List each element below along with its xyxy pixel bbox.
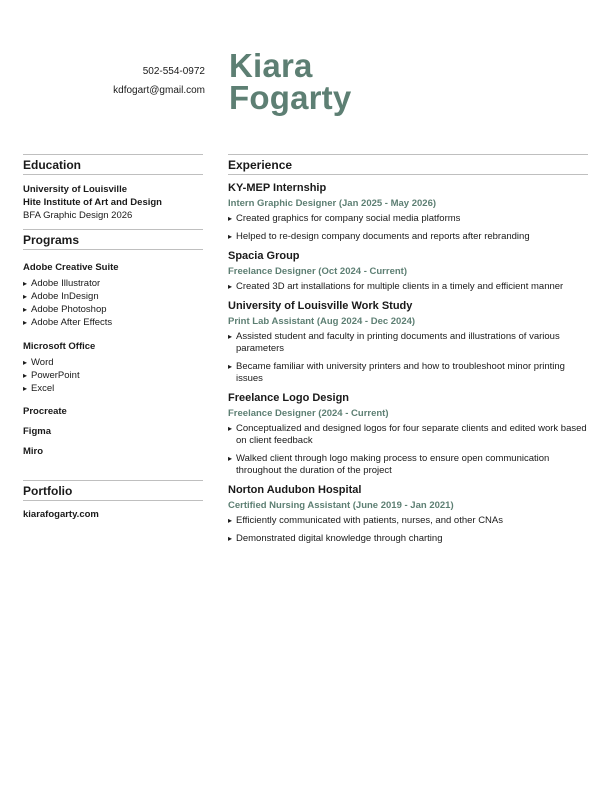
phone-number: 502-554-0972 [142,66,205,77]
list-item: ▸ PowerPoint [23,369,203,382]
job-title: University of Louisville Work Study [228,300,413,312]
programs-heading: Programs [23,229,203,250]
experience-heading: Experience [228,154,588,175]
contact-info [113,62,205,100]
job-bullets [228,515,588,545]
job-entry [228,182,588,243]
portfolio-heading: Portfolio [23,480,203,501]
job-role: Intern Graphic Designer (Jan 2025 - May 2026) [228,198,437,209]
job-role: Freelance Designer (Oct 2024 - Current) [228,266,407,277]
microsoft-office-title: Microsoft Office [23,341,96,352]
list-item: ▸ Demonstrated digital knowledge through charting [228,533,588,545]
job-role: Freelance Designer (2024 - Current) [228,408,389,419]
university-name: University of Louisville [23,184,127,195]
list-item: ▸ Adobe After Effects [23,316,203,329]
job-title: Norton Audubon Hospital [228,484,362,496]
list-item: ▸ Excel [23,382,203,395]
first-name: Kiara [229,47,313,84]
list-item: ▸ Created 3D art installations for multiple clients in a timely and efficient manner [228,281,588,293]
degree: BFA Graphic Design 2026 [23,210,133,221]
job-bullets [228,423,588,477]
program-procreate: Procreate [23,406,67,417]
job-entry [228,250,588,293]
microsoft-list [23,356,203,395]
list-item: ▸ Efficiently communicated with patients, nurses, and other CNAs [228,515,588,527]
email-address: kdfogart@gmail.com [113,85,205,96]
list-item: ▸ Adobe InDesign [23,290,203,303]
job-entry [228,484,588,545]
program-miro: Miro [23,446,44,457]
list-item: ▸ Created graphics for company social media platforms [228,213,588,225]
job-role: Certified Nursing Assistant (June 2019 - Jan 2021) [228,500,454,511]
list-item: ▸ Word [23,356,203,369]
list-item: ▸ Adobe Photoshop [23,303,203,316]
list-item: ▸ Walked client through logo making process to ensure open communication throughout the duration of the project [228,453,588,477]
resume-name [229,47,352,116]
last-name: Fogarty [229,79,352,116]
program-figma: Figma [23,426,51,437]
job-bullets [228,331,588,385]
list-item: ▸ Became familiar with university printers and how to troubleshoot minor printing issues [228,361,588,385]
job-role: Print Lab Assistant (Aug 2024 - Dec 2024) [228,316,416,327]
education-heading: Education [23,154,203,175]
job-title: Spacia Group [228,250,300,262]
job-bullets [228,281,588,293]
list-item: ▸ Assisted student and faculty in printing documents and illustrations of various parameters [228,331,588,355]
list-item: ▸ Conceptualized and designed logos for four separate clients and edited work based on client feedback [228,423,588,447]
job-title: KY-MEP Internship [228,182,327,194]
adobe-suite-title: Adobe Creative Suite [23,262,119,273]
left-column [23,154,203,520]
job-title: Freelance Logo Design [228,392,350,404]
right-column [228,154,588,551]
portfolio-link[interactable]: kiarafogarty.com [23,509,99,520]
adobe-list [23,277,203,329]
list-item: ▸ Adobe Illustrator [23,277,203,290]
list-item: ▸ Helped to re-design company documents and reports after rebranding [228,231,588,243]
job-bullets [228,213,588,243]
institute-name: Hite Institute of Art and Design [23,197,162,208]
education-details [23,183,203,222]
job-entry [228,300,588,385]
job-entry [228,392,588,477]
